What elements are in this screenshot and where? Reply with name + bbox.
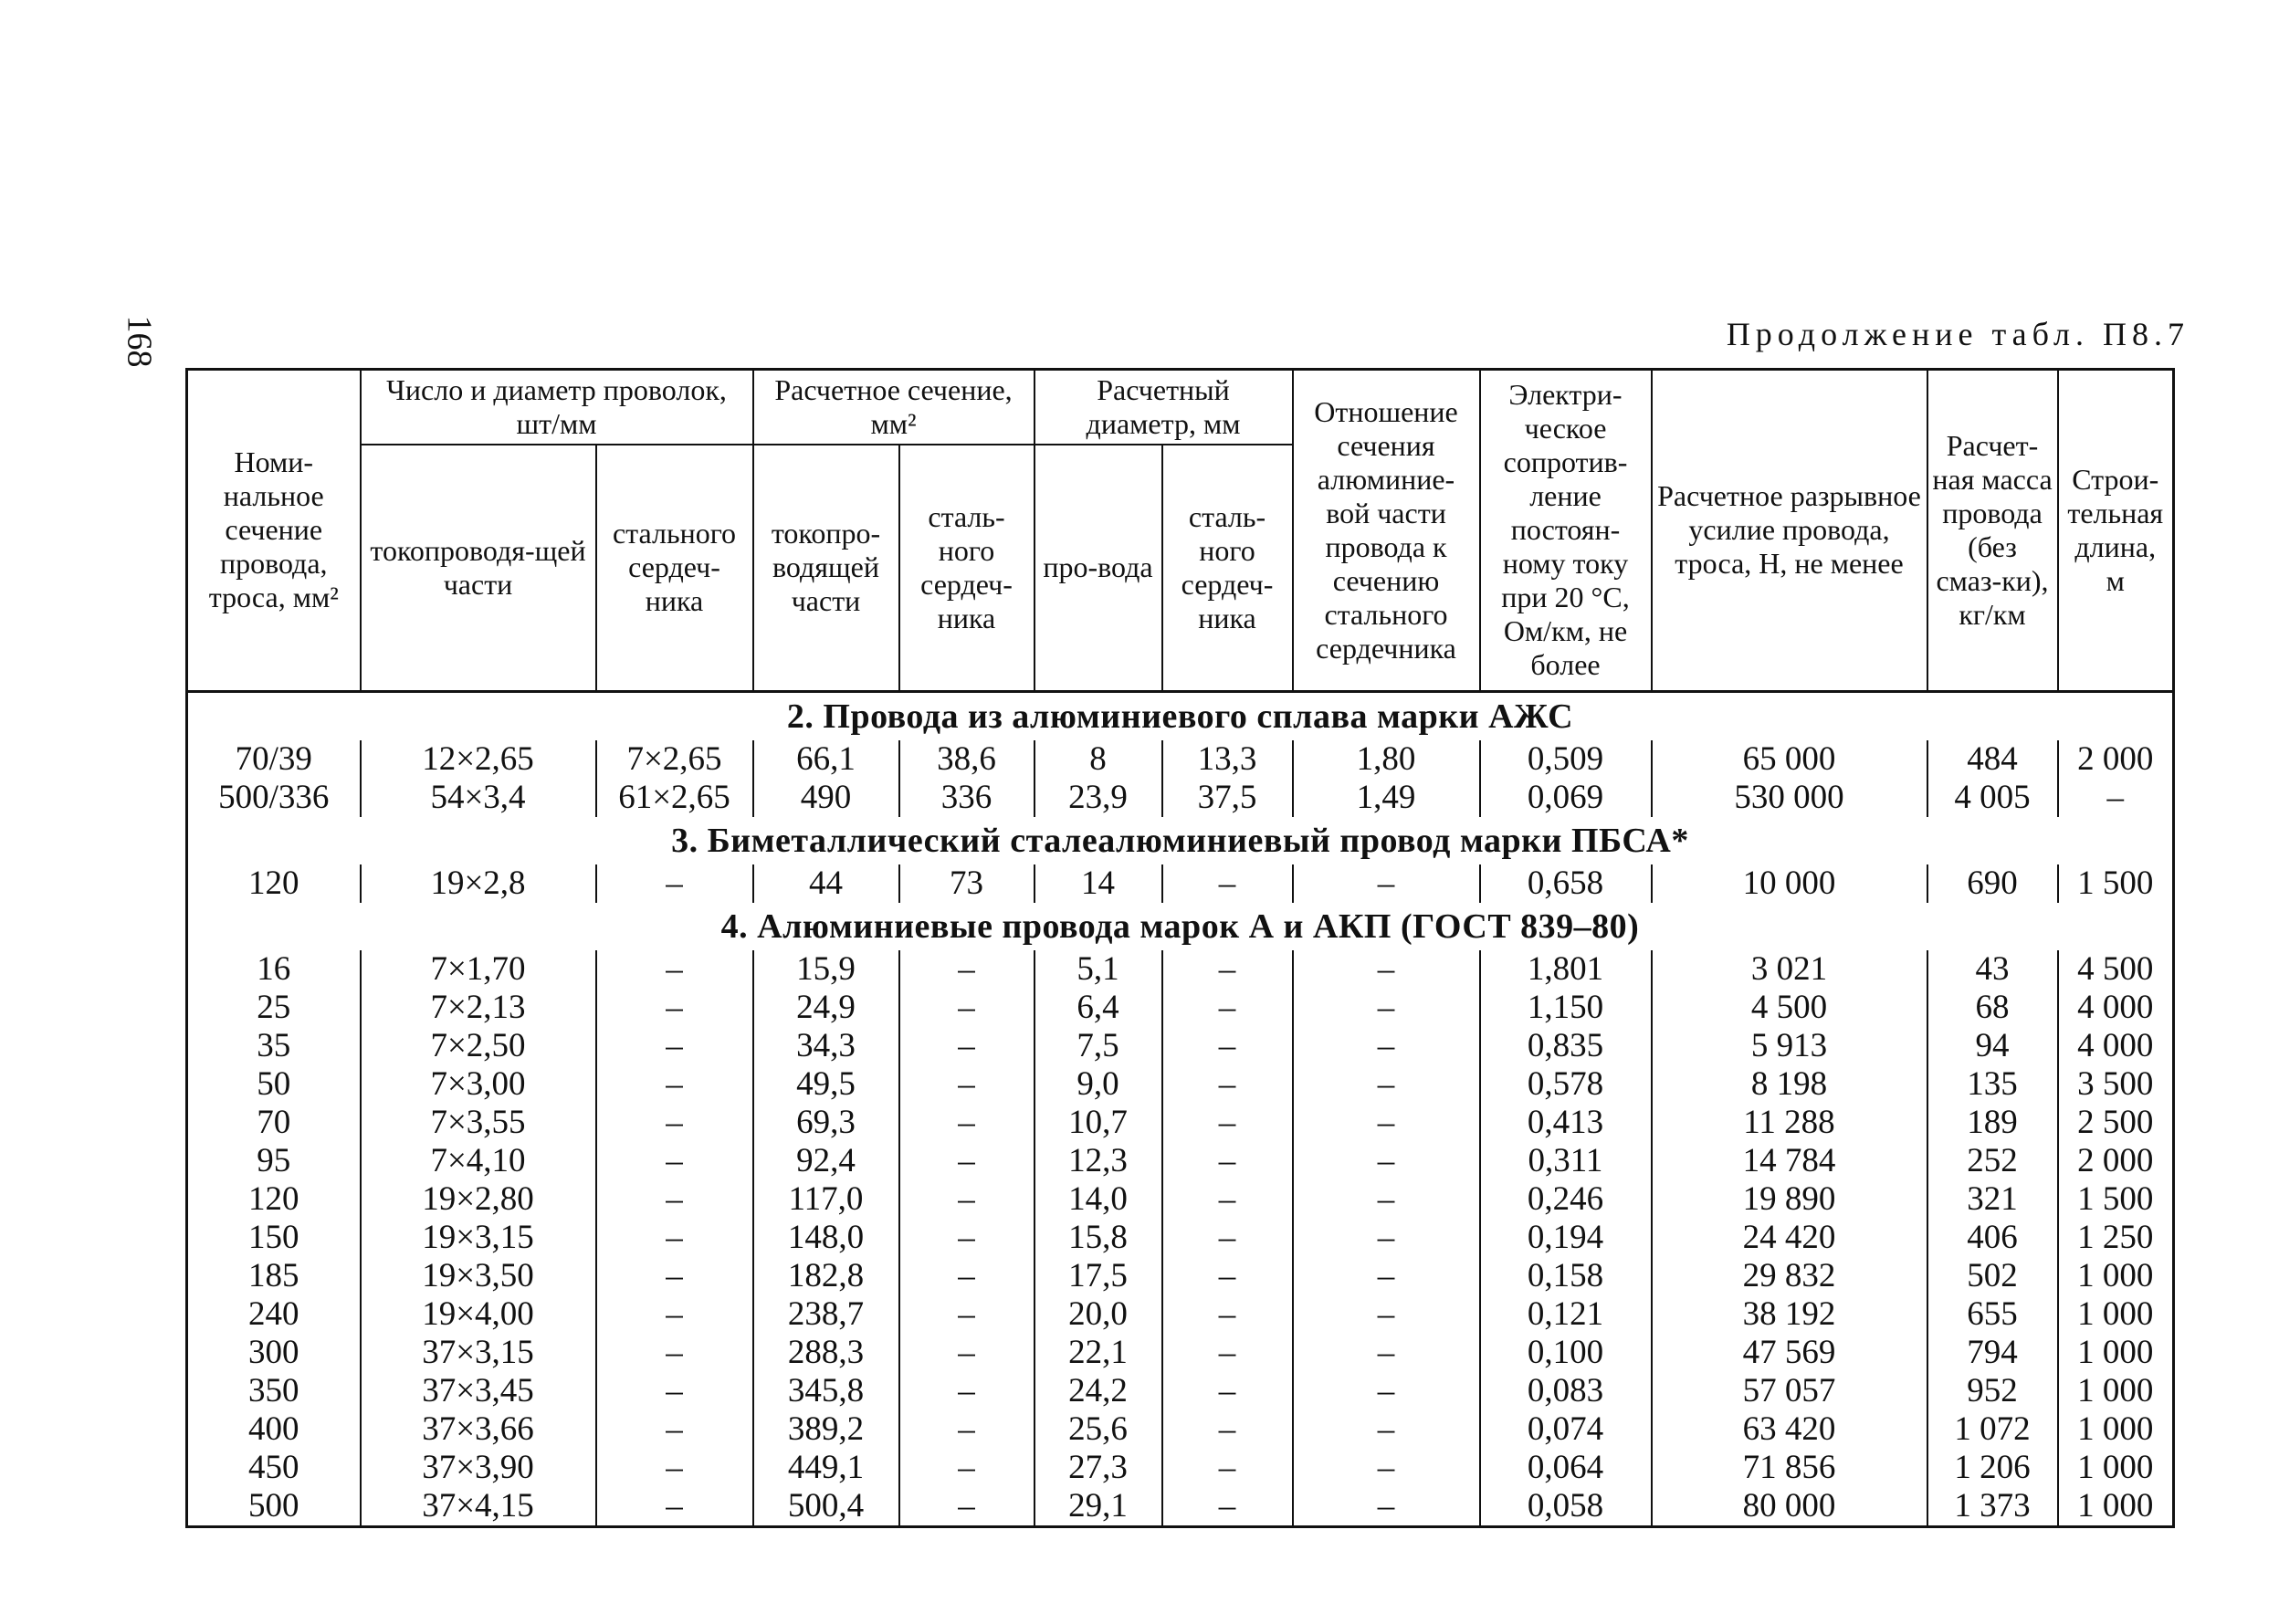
cell-wires-steel: – [596,1104,753,1142]
cell-ratio: – [1293,1104,1480,1142]
cell-length: – [2058,779,2174,817]
cell-nominal: 50 [187,1065,361,1104]
cell-wires-steel: – [596,1257,753,1295]
cell-wires-steel: 61×2,65 [596,779,753,817]
cell-diameter-steel: – [1162,1449,1293,1487]
cell-nominal: 25 [187,989,361,1027]
table-row [187,864,2174,903]
cell-ratio: – [1293,989,1480,1027]
cell-diameter-steel: 37,5 [1162,779,1293,817]
table-header [187,370,2174,692]
cell-wires-conductive: 37×3,66 [361,1410,596,1449]
cell-diameter-wire: 24,2 [1034,1372,1162,1410]
cell-resistance: 0,311 [1480,1142,1652,1180]
cell-section-conductive: 500,4 [753,1487,899,1527]
section-title: 4. Алюминиевые провода марок А и АКП (ГОСТ 839–80) [720,906,1640,946]
cell-diameter-steel: – [1162,1065,1293,1104]
cell-ratio: – [1293,1219,1480,1257]
cell-nominal: 500/336 [187,779,361,817]
cell-section-steel: – [899,989,1034,1027]
cell-diameter-wire: 7,5 [1034,1027,1162,1065]
cell-resistance: 0,064 [1480,1449,1652,1487]
table-row [187,779,2174,817]
cell-diameter-wire: 6,4 [1034,989,1162,1027]
cell-wires-conductive: 37×3,90 [361,1449,596,1487]
cell-section-steel: – [899,1410,1034,1449]
cell-ratio: – [1293,950,1480,989]
header-section-conductive: токопро-водящей части [753,445,899,691]
cell-resistance: 0,058 [1480,1487,1652,1527]
cell-section-conductive: 24,9 [753,989,899,1027]
cell-tensile: 14 784 [1652,1142,1927,1180]
cell-tensile: 71 856 [1652,1449,1927,1487]
cell-length: 2 500 [2058,1104,2174,1142]
cell-wires-steel: – [596,1334,753,1372]
cell-diameter-steel: – [1162,1257,1293,1295]
cell-section-steel: – [899,1104,1034,1142]
header-wires-conductive: токопроводя-щей части [361,445,596,691]
cell-diameter-wire: 25,6 [1034,1410,1162,1449]
cell-length: 1 500 [2058,1180,2174,1219]
cell-length: 2 000 [2058,740,2174,779]
cell-section-steel: 38,6 [899,740,1034,779]
cell-diameter-wire: 8 [1034,740,1162,779]
cell-length: 1 500 [2058,864,2174,903]
cell-tensile: 19 890 [1652,1180,1927,1219]
cell-section-steel: 73 [899,864,1034,903]
cell-mass: 406 [1927,1219,2058,1257]
cell-diameter-wire: 14,0 [1034,1180,1162,1219]
cell-nominal: 500 [187,1487,361,1527]
cell-resistance: 0,835 [1480,1027,1652,1065]
cell-wires-conductive: 7×3,55 [361,1104,596,1142]
cell-diameter-wire: 17,5 [1034,1257,1162,1295]
table-continuation-label: Продолжение табл. П8.7 [1726,316,2190,352]
cell-mass: 321 [1927,1180,2058,1219]
cell-diameter-wire: 10,7 [1034,1104,1162,1142]
cell-ratio: – [1293,1142,1480,1180]
cell-length: 3 500 [2058,1065,2174,1104]
cell-wires-steel: – [596,1027,753,1065]
cell-section-conductive: 66,1 [753,740,899,779]
cell-section-steel: – [899,1295,1034,1334]
cell-wires-conductive: 7×4,10 [361,1142,596,1180]
cell-diameter-wire: 20,0 [1034,1295,1162,1334]
cell-wires-steel: – [596,1065,753,1104]
cell-section-conductive: 34,3 [753,1027,899,1065]
cell-diameter-steel: – [1162,1487,1293,1527]
cell-resistance: 0,509 [1480,740,1652,779]
cell-mass: 135 [1927,1065,2058,1104]
table-row [187,1410,2174,1449]
cell-nominal: 185 [187,1257,361,1295]
header-wires-steel: стального сердеч-ника [596,445,753,691]
cell-tensile: 47 569 [1652,1334,1927,1372]
cell-diameter-steel: – [1162,1410,1293,1449]
cell-mass: 43 [1927,950,2058,989]
cell-wires-conductive: 7×2,13 [361,989,596,1027]
cell-resistance: 0,194 [1480,1219,1652,1257]
cell-wires-steel: – [596,1372,753,1410]
cell-wires-steel: – [596,1487,753,1527]
cell-length: 4 000 [2058,1027,2174,1065]
cell-diameter-wire: 27,3 [1034,1449,1162,1487]
cell-section-steel: – [899,1142,1034,1180]
cell-wires-conductive: 7×2,50 [361,1027,596,1065]
cell-nominal: 450 [187,1449,361,1487]
table-row [187,1487,2174,1527]
cell-diameter-steel: – [1162,1027,1293,1065]
cell-tensile: 63 420 [1652,1410,1927,1449]
cell-ratio: – [1293,1257,1480,1295]
table-row [187,1334,2174,1372]
cell-diameter-wire: 29,1 [1034,1487,1162,1527]
section-row [187,691,2174,740]
cell-tensile: 4 500 [1652,989,1927,1027]
section-title: 3. Биметаллический сталеалюминиевый провод марки ПБСА* [671,821,1689,860]
cell-section-steel: – [899,1487,1034,1527]
cell-diameter-wire: 9,0 [1034,1065,1162,1104]
cell-mass: 1 373 [1927,1487,2058,1527]
cell-diameter-steel: – [1162,1180,1293,1219]
cell-wires-conductive: 37×3,45 [361,1372,596,1410]
cell-mass: 189 [1927,1104,2058,1142]
cell-ratio: 1,49 [1293,779,1480,817]
cell-resistance: 0,658 [1480,864,1652,903]
table-row [187,1372,2174,1410]
cell-resistance: 0,083 [1480,1372,1652,1410]
cell-ratio: – [1293,1449,1480,1487]
cell-length: 1 000 [2058,1487,2174,1527]
cell-section-conductive: 389,2 [753,1410,899,1449]
cell-length: 1 000 [2058,1372,2174,1410]
cell-wires-conductive: 19×3,15 [361,1219,596,1257]
cell-mass: 484 [1927,740,2058,779]
table-row [187,1180,2174,1219]
cell-tensile: 10 000 [1652,864,1927,903]
cell-wires-conductive: 19×3,50 [361,1257,596,1295]
page-number: 168 [120,315,159,368]
cell-tensile: 3 021 [1652,950,1927,989]
cell-tensile: 65 000 [1652,740,1927,779]
table-row [187,1142,2174,1180]
cell-mass: 94 [1927,1027,2058,1065]
header-diameter-wire: про-вода [1034,445,1162,691]
cell-diameter-steel: – [1162,1219,1293,1257]
cell-tensile: 5 913 [1652,1027,1927,1065]
header-group-diameter: Расчетный диаметр, мм [1034,370,1293,445]
table-row [187,1027,2174,1065]
cell-wires-steel: 7×2,65 [596,740,753,779]
cell-wires-conductive: 37×3,15 [361,1334,596,1372]
cell-mass: 1 206 [1927,1449,2058,1487]
cell-nominal: 120 [187,864,361,903]
cell-length: 1 250 [2058,1219,2174,1257]
cell-wires-conductive: 19×4,00 [361,1295,596,1334]
cell-mass: 68 [1927,989,2058,1027]
cell-mass: 502 [1927,1257,2058,1295]
cell-section-steel: – [899,950,1034,989]
cell-length: 1 000 [2058,1334,2174,1372]
cell-tensile: 80 000 [1652,1487,1927,1527]
cell-mass: 794 [1927,1334,2058,1372]
cell-section-steel: – [899,1180,1034,1219]
cell-resistance: 0,578 [1480,1065,1652,1104]
cell-tensile: 24 420 [1652,1219,1927,1257]
table-row [187,1065,2174,1104]
cell-section-steel: – [899,1372,1034,1410]
cell-tensile: 8 198 [1652,1065,1927,1104]
cell-wires-conductive: 19×2,8 [361,864,596,903]
table-row [187,1295,2174,1334]
cell-wires-steel: – [596,864,753,903]
cell-ratio: – [1293,1027,1480,1065]
cell-nominal: 16 [187,950,361,989]
table-row [187,740,2174,779]
table-row [187,1449,2174,1487]
cell-tensile: 530 000 [1652,779,1927,817]
header-diameter-steel: сталь-ного сердеч-ника [1162,445,1293,691]
cell-length: 2 000 [2058,1142,2174,1180]
header-tensile-strength: Расчетное разрывное усилие провода, троса, Н, не менее [1652,370,1927,692]
cell-nominal: 70/39 [187,740,361,779]
cell-wires-conductive: 19×2,80 [361,1180,596,1219]
table-row [187,1104,2174,1142]
cell-mass: 4 005 [1927,779,2058,817]
cell-section-conductive: 238,7 [753,1295,899,1334]
cell-mass: 655 [1927,1295,2058,1334]
cell-mass: 952 [1927,1372,2058,1410]
cell-nominal: 70 [187,1104,361,1142]
cell-resistance: 0,158 [1480,1257,1652,1295]
cell-section-steel: – [899,1257,1034,1295]
cell-section-conductive: 148,0 [753,1219,899,1257]
cell-section-steel: – [899,1334,1034,1372]
cell-nominal: 350 [187,1372,361,1410]
cell-diameter-steel: – [1162,864,1293,903]
header-ratio: Отношение сечения алюминие-вой части провода к сечению стального сердечника [1293,370,1480,692]
cell-diameter-wire: 15,8 [1034,1219,1162,1257]
cell-nominal: 35 [187,1027,361,1065]
cell-ratio: – [1293,1065,1480,1104]
cell-section-conductive: 345,8 [753,1372,899,1410]
cell-mass: 690 [1927,864,2058,903]
section-title: 2. Провода из алюминиевого сплава марки АЖС [187,691,2174,740]
wire-specs-table [185,368,2175,1528]
header-mass: Расчет-ная масса провода (без смаз-ки), кг/км [1927,370,2058,692]
table-row [187,989,2174,1027]
cell-ratio: – [1293,1372,1480,1410]
cell-section-conductive: 449,1 [753,1449,899,1487]
cell-diameter-steel: – [1162,989,1293,1027]
table-row [187,1219,2174,1257]
cell-resistance: 0,246 [1480,1180,1652,1219]
cell-tensile: 11 288 [1652,1104,1927,1142]
cell-mass: 1 072 [1927,1410,2058,1449]
cell-wires-steel: – [596,1295,753,1334]
cell-wires-steel: – [596,950,753,989]
table-body [187,691,2174,1526]
cell-diameter-wire: 5,1 [1034,950,1162,989]
cell-section-steel: – [899,1449,1034,1487]
cell-wires-conductive: 7×1,70 [361,950,596,989]
cell-section-conductive: 117,0 [753,1180,899,1219]
cell-section-steel: – [899,1219,1034,1257]
header-group-wires: Число и диаметр проволок, шт/мм [361,370,753,445]
cell-wires-steel: – [596,1180,753,1219]
cell-ratio: – [1293,1410,1480,1449]
cell-diameter-steel: – [1162,1104,1293,1142]
cell-length: 1 000 [2058,1257,2174,1295]
cell-section-conductive: 288,3 [753,1334,899,1372]
cell-ratio: – [1293,1334,1480,1372]
section-row [187,817,2174,864]
cell-section-conductive: 92,4 [753,1142,899,1180]
cell-tensile: 29 832 [1652,1257,1927,1295]
cell-diameter-wire: 14 [1034,864,1162,903]
cell-wires-steel: – [596,1410,753,1449]
cell-diameter-steel: – [1162,950,1293,989]
cell-wires-conductive: 54×3,4 [361,779,596,817]
header-resistance: Электри-ческое сопротив-ление постоян-ному току при 20 °С, Ом/км, не более [1480,370,1652,692]
cell-nominal: 240 [187,1295,361,1334]
cell-length: 4 000 [2058,989,2174,1027]
cell-resistance: 1,150 [1480,989,1652,1027]
header-nominal-section: Номи-нальное сечение провода, троса, мм² [187,370,361,692]
cell-tensile: 38 192 [1652,1295,1927,1334]
cell-ratio: – [1293,1487,1480,1527]
cell-resistance: 0,074 [1480,1410,1652,1449]
cell-resistance: 0,069 [1480,779,1652,817]
cell-section-conductive: 182,8 [753,1257,899,1295]
section-row [187,903,2174,950]
cell-section-steel: – [899,1027,1034,1065]
cell-section-conductive: 15,9 [753,950,899,989]
cell-diameter-steel: – [1162,1142,1293,1180]
cell-nominal: 400 [187,1410,361,1449]
cell-diameter-wire: 23,9 [1034,779,1162,817]
cell-section-conductive: 44 [753,864,899,903]
cell-mass: 252 [1927,1142,2058,1180]
cell-section-conductive: 490 [753,779,899,817]
cell-resistance: 1,801 [1480,950,1652,989]
cell-length: 1 000 [2058,1295,2174,1334]
cell-diameter-wire: 22,1 [1034,1334,1162,1372]
cell-section-steel: 336 [899,779,1034,817]
cell-wires-steel: – [596,1142,753,1180]
header-section-steel: сталь-ного сердеч-ника [899,445,1034,691]
cell-diameter-steel: – [1162,1334,1293,1372]
cell-nominal: 120 [187,1180,361,1219]
cell-wires-conductive: 12×2,65 [361,740,596,779]
cell-ratio: 1,80 [1293,740,1480,779]
cell-wires-steel: – [596,1219,753,1257]
cell-wires-steel: – [596,1449,753,1487]
cell-wires-steel: – [596,989,753,1027]
cell-wires-conductive: 37×4,15 [361,1487,596,1527]
header-length: Строи-тельная длина, м [2058,370,2174,692]
cell-ratio: – [1293,1295,1480,1334]
cell-diameter-steel: – [1162,1295,1293,1334]
cell-section-conductive: 69,3 [753,1104,899,1142]
cell-nominal: 150 [187,1219,361,1257]
cell-wires-conductive: 7×3,00 [361,1065,596,1104]
cell-resistance: 0,121 [1480,1295,1652,1334]
cell-diameter-steel: 13,3 [1162,740,1293,779]
cell-ratio: – [1293,1180,1480,1219]
cell-section-steel: – [899,1065,1034,1104]
cell-tensile: 57 057 [1652,1372,1927,1410]
cell-nominal: 95 [187,1142,361,1180]
cell-section-conductive: 49,5 [753,1065,899,1104]
cell-nominal: 300 [187,1334,361,1372]
cell-length: 1 000 [2058,1410,2174,1449]
cell-resistance: 0,413 [1480,1104,1652,1142]
cell-diameter-steel: – [1162,1372,1293,1410]
cell-ratio: – [1293,864,1480,903]
cell-length: 4 500 [2058,950,2174,989]
cell-diameter-wire: 12,3 [1034,1142,1162,1180]
table-row [187,950,2174,989]
cell-length: 1 000 [2058,1449,2174,1487]
table-row [187,1257,2174,1295]
cell-resistance: 0,100 [1480,1334,1652,1372]
header-group-section: Расчетное сечение, мм² [753,370,1034,445]
